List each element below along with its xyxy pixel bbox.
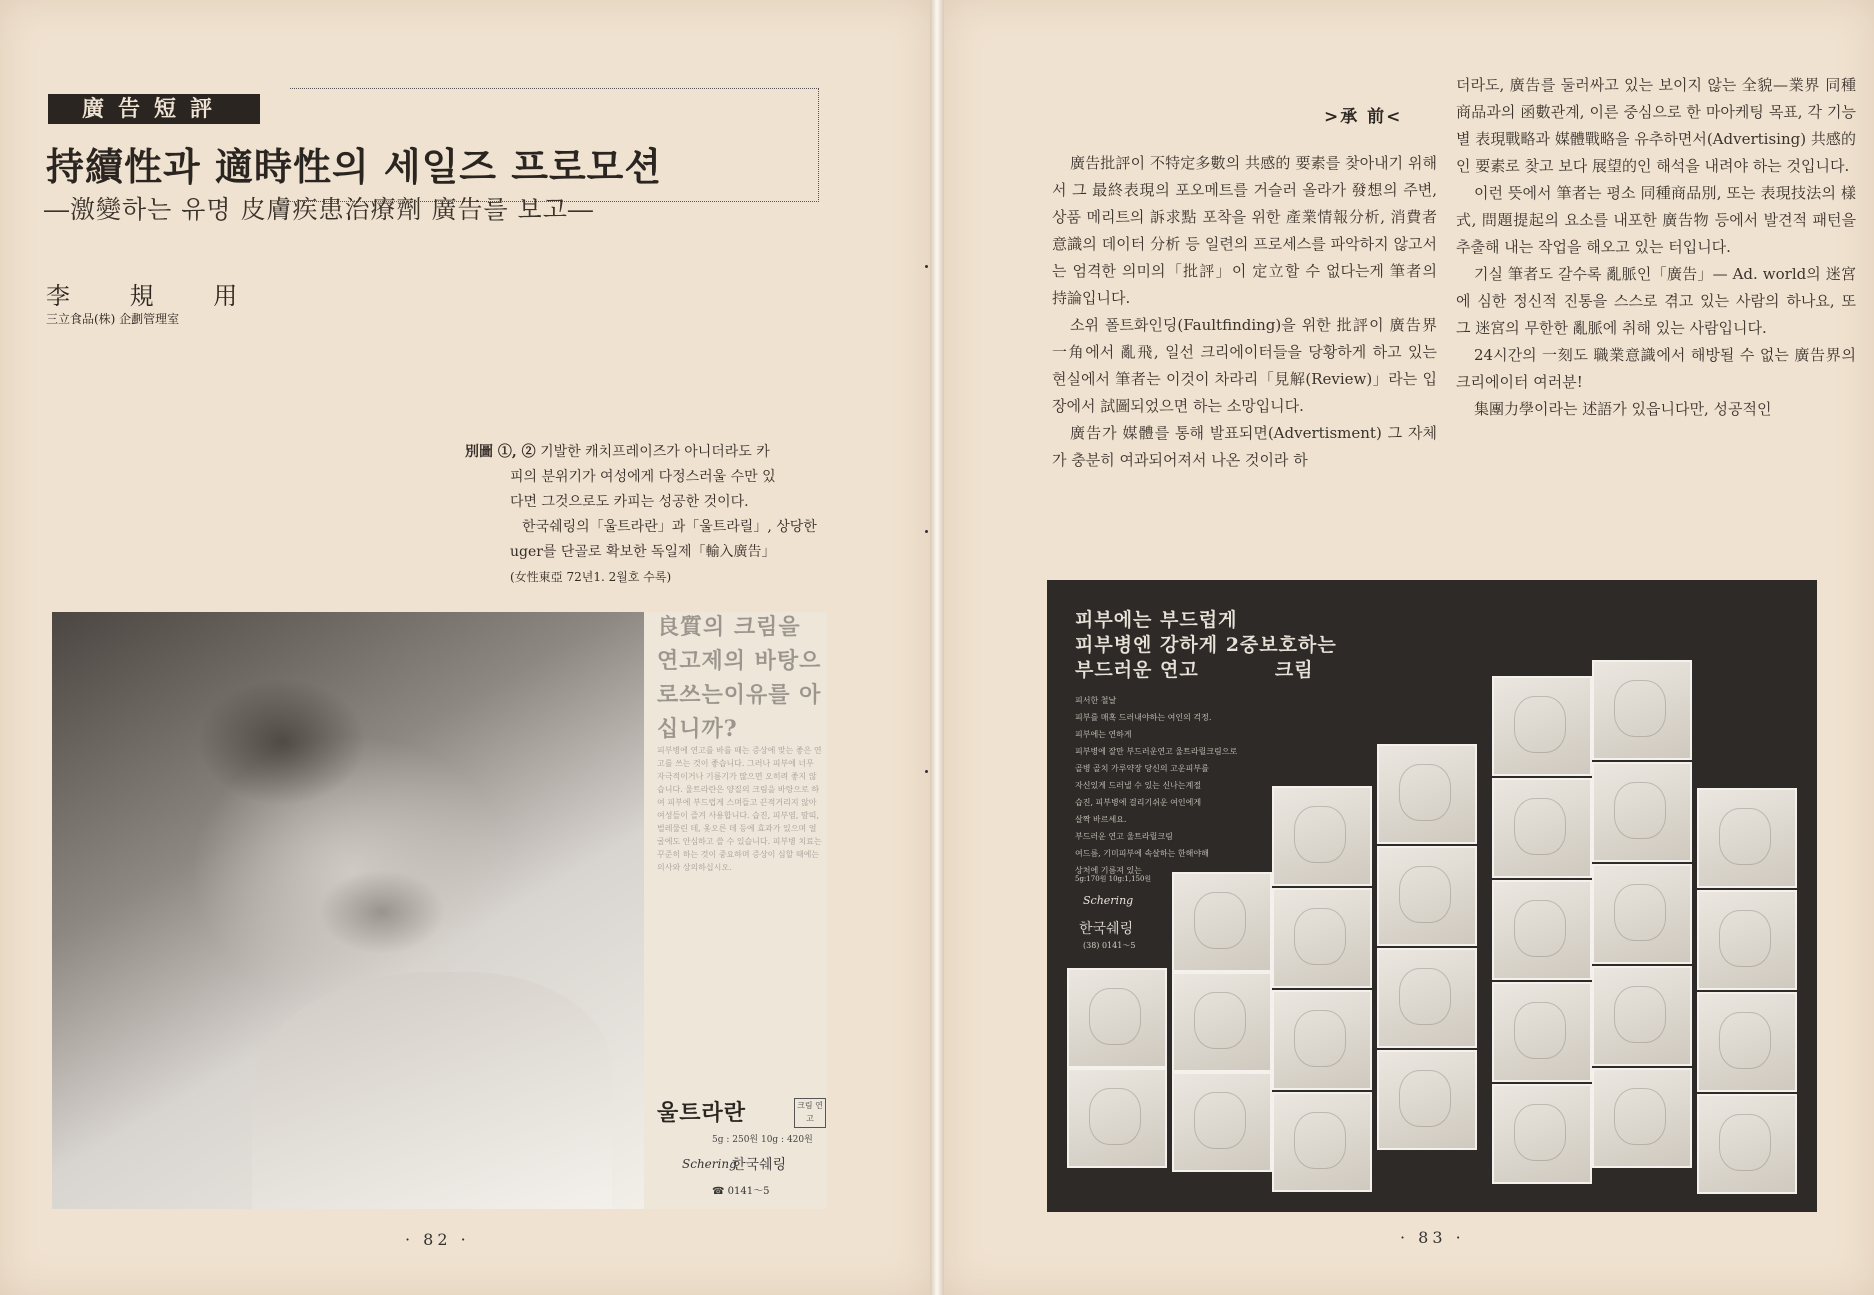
woman-thumbnail [1272, 786, 1372, 886]
woman-thumbnail [1377, 948, 1477, 1048]
woman-thumbnail [1377, 744, 1477, 844]
ad-headline: 良質의 크림을 연고제의 바탕으로쓰는이유를 아십니까? [657, 614, 822, 742]
woman-thumbnail [1492, 982, 1592, 1082]
woman-thumbnail [1697, 992, 1797, 1092]
page-number-right: · 83 · [1400, 1228, 1465, 1247]
ad-phone: (38) 0141～5 [1083, 941, 1136, 950]
ad-body-line: 골병 골치 가루약장 당신의 고운피부를 [1075, 764, 1209, 773]
binding-mark [925, 265, 928, 268]
woman-thumbnail [1492, 676, 1592, 776]
ad-body-line: 자신있게 드러낼 수 있는 신나는계절 [1075, 781, 1202, 790]
article-subtitle: ―激變하는 유명 皮膚疾患治療劑 廣告를 보고― [44, 195, 594, 224]
ad-phone: ☎ 0141～5 [712, 1186, 770, 1197]
woman-thumbnail [1697, 1094, 1797, 1194]
book-gutter [930, 0, 944, 1295]
advertisement-ultraran [52, 612, 827, 1209]
paragraph: 더라도, 廣告를 둘러싸고 있는 보이지 않는 全貌—業界 同種商品과의 函數관계, 이른 중심으로 한 마아케팅 목표, 각 기능별 表現戰略과 媒體戰略을 유추하면서(Advertising) 共感的인 要素로 찾고 보다 展望的인 해석을 내려야 하는 것입니다. [1456, 76, 1856, 175]
caption-source: (女性東亞 72년1. 2월호 수록) [510, 570, 672, 584]
caption-para2: 한국쉐링의「울트라란」과「울트라릴」, 상당한 uger를 단골로 확보한 독일제「輸入廣告」 [510, 519, 817, 560]
woman-thumbnail [1067, 968, 1167, 1068]
binding-mark [925, 530, 928, 533]
ad-headline-line: 피부에는 부드럽게 [1075, 609, 1238, 631]
ad-body-line: 살짝 바르세요. [1075, 815, 1127, 824]
paragraph: 集團力學이라는 述語가 있읍니다만, 성공적인 [1474, 400, 1772, 418]
ad-body-line: 상처에 기름져 있는 [1075, 866, 1142, 875]
caption-line2: 피의 분위기가 여성에게 다정스러울 수만 있 [510, 469, 776, 485]
ad-company: 한국쉐링 [732, 1157, 787, 1173]
woman-thumbnail [1492, 778, 1592, 878]
woman-thumbnail [1592, 762, 1692, 862]
ad-body-line: 피부를 매혹 드러내야하는 여인의 걱정. [1075, 713, 1212, 722]
ad-headline [1075, 608, 1337, 683]
woman-thumbnail [1172, 1072, 1272, 1172]
woman-thumbnail [1172, 972, 1272, 1072]
section-tag: 廣告短評 [48, 94, 260, 124]
woman-thumbnail [1697, 788, 1797, 888]
caption-lead: 別圖 ①, ② [465, 444, 536, 460]
schering-logo: Schering [1083, 894, 1134, 907]
text-column-2 [1456, 72, 1856, 423]
woman-thumbnail [1592, 1068, 1692, 1168]
paragraph: 廣告批評이 不特定多數의 共感的 要素를 찾아내기 위해서 그 最終表現의 포오메트를 거슬러 올라가 發想의 주변, 상품 메리트의 訴求點 포착을 위한 產業情報分析, 消費者意識의 데이터 分析 등 일련의 프로세스를 파악하지 않고서는 엄격한 의미의「批評」이 定立할 수 없다는게 筆者의 持論입니다. [1052, 154, 1437, 307]
article-title: 持續性과 適時性의 세일즈 프로모션 [46, 144, 663, 189]
ad-brand-name: 울트라란 [657, 1100, 747, 1126]
ad-headline-line: 피부병엔 강하게 2중보호하는 [1075, 634, 1337, 656]
caption-line1: 기발한 캐치프레이즈가 아니더라도 카 [535, 444, 770, 460]
paragraph: 廣告가 媒體를 통해 발표되면(Advertisment) 그 자체가 충분히 여과되어져서 나온 것이라 하 [1052, 424, 1437, 469]
paragraph: 이런 뜻에서 筆者는 평소 同種商品別, 또는 表現技法의 樣式, 問題提起의 요소를 내포한 廣告物 등에서 발견적 패턴을 추출해 내는 작업을 해오고 있는 터입니다. [1456, 184, 1856, 256]
ad-body-line: 피부에는 연하게 [1075, 730, 1132, 739]
woman-photo [52, 612, 644, 1209]
woman-thumbnail [1067, 1068, 1167, 1168]
figure-caption [465, 440, 825, 590]
ad-body-line: 부드러운 연고 울트라릴크림 [1075, 832, 1173, 841]
paragraph: 소위 폴트화인딩(Faultfinding)을 위한 批評이 廣告界 一角에서 亂飛, 일선 크리에이터들을 당황하게 하고 있는 현실에서 筆者는 이것이 차라리「見解(Review)」라는 입장에서 試圖되었으면 하는 소망입니다. [1052, 316, 1437, 415]
paragraph: 기실 筆者도 갈수록 亂脈인「廣告」— Ad. world의 迷宮에 심한 정신적 진통을 스스로 겪고 있는 사람의 하나요, 또 그 迷宮의 무한한 亂脈에 취해 있는 사람입니다. [1456, 265, 1856, 337]
schering-logo: Schering [682, 1157, 737, 1171]
woman-thumbnail [1272, 1092, 1372, 1192]
page-number-left: · 82 · [405, 1230, 470, 1249]
woman-thumbnail [1492, 880, 1592, 980]
advertisement-ultraril [1047, 580, 1817, 1212]
woman-thumbnail [1697, 890, 1797, 990]
right-page [944, 0, 1874, 1295]
ad-body-text: 피부병에 연고를 바를 때는 증상에 맞는 좋은 연고를 쓰는 것이 좋습니다. 그러나 피부에 너무 자극적이거나 기름기가 많으면 오히려 좋지 않습니다. 울트라란은 양질의 크림을 바탕으로 하여 피부에 부드럽게 스며들고 끈적거리지 않아 여성들이 즐겨 사용합니다. 습진, 피부염, 땀띠, 벌레물린 데, 옻오른 데 등에 효과가 있으며 얼굴에도 안심하고 쓸 수 있습니다. 피부병 치료는 꾸준히 하는 것이 중요하며 증상이 심할 때에는 의사와 상의하십시오. [657, 746, 822, 872]
woman-thumbnail [1377, 846, 1477, 946]
woman-thumbnail [1592, 660, 1692, 760]
woman-thumbnail [1272, 888, 1372, 988]
ad-body-line: 여드름, 기미피부에 속살하는 한해야해 [1075, 849, 1209, 858]
woman-thumbnail [1272, 990, 1372, 1090]
ad-body-line: 피서한 철날 [1075, 696, 1117, 705]
text-column-1 [1052, 150, 1437, 474]
woman-thumbnail [1592, 864, 1692, 964]
continuation-mark: >承 前< [1324, 107, 1403, 127]
woman-thumbnail [1377, 1050, 1477, 1150]
ad-price: 5g:170원 10g:1,150원 [1075, 875, 1152, 883]
left-page [0, 0, 930, 1295]
ad-headline-line: 부드러운 연고 크림 [1075, 659, 1314, 681]
ad-brand-box: 크림 연고 [794, 1098, 826, 1128]
woman-thumbnail [1172, 872, 1272, 972]
ad-company: 한국쉐링 [1079, 921, 1134, 937]
woman-thumbnail [1492, 1084, 1592, 1184]
author-name: 李 規 用 [46, 282, 264, 310]
paragraph: 24시간의 一刻도 職業意識에서 해방될 수 없는 廣告界의 크리에이터 여러분! [1456, 346, 1856, 391]
woman-thumbnail [1592, 966, 1692, 1066]
ad-price: 5g : 250원 10g : 420원 [712, 1135, 813, 1145]
ad-body-text [1075, 692, 1275, 879]
ad-body-line: 피부병에 잘만 부드러운연고 울트라릴크림으로 [1075, 747, 1238, 756]
ad-body-line: 습진, 피부병에 걸리기쉬운 여인에게 [1075, 798, 1202, 807]
caption-line3: 다면 그것으로도 카피는 성공한 것이다. [510, 494, 749, 510]
author-affiliation: 三立食品(株) 企劃管理室 [46, 312, 180, 326]
binding-mark [925, 770, 928, 773]
